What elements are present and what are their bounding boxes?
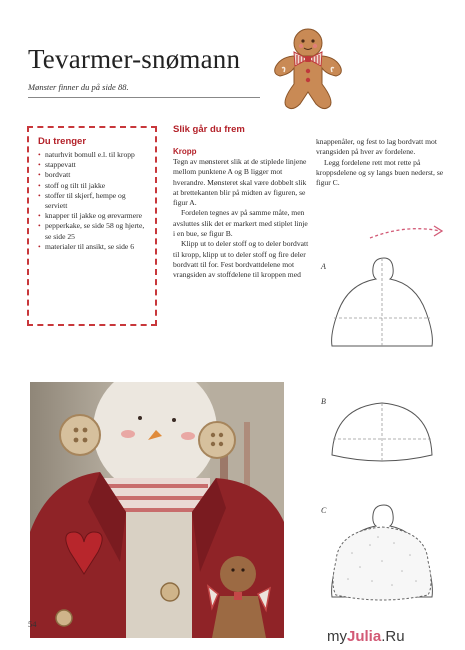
page-number: 54 <box>28 619 37 629</box>
pattern-figure-b <box>322 393 442 475</box>
figure-c-label: C <box>321 506 327 515</box>
list-item: • stappevatt <box>38 160 147 170</box>
pattern-figure-a <box>322 252 442 360</box>
instructions-column-2 <box>316 137 448 188</box>
pattern-reference: Mønster finner du på side 88. <box>28 82 129 92</box>
paragraph: Tegn av mønsteret slik at de stiplede linjene mellom punktene A og B ligger mot hverandre. Mønsteret skal være dobbelt slik at brettekanten blir på midten av figuren, se figur A. <box>173 157 307 208</box>
list-item: • bordvatt <box>38 170 147 180</box>
site-watermark <box>327 628 405 645</box>
list-item: • materialer til ansikt, se side 6 <box>38 242 147 252</box>
list-item: • naturhvit bomull e.l. til kropp <box>38 150 147 160</box>
figure-b-label: B <box>321 397 326 406</box>
paragraph: knappenåler, og fest to lag bordvatt mot vrangsiden på hver av fordelene. <box>316 137 437 157</box>
figure-a-label: A <box>321 262 326 271</box>
watermark-suffix: .Ru <box>381 628 405 645</box>
materials-heading: Du trenger <box>38 136 87 147</box>
paragraph: Legg fordelene rett mot rette på kroppsdelene og sy langs buen nederst, se figur C. <box>316 157 444 188</box>
list-item: • stoff og tilt til jakke <box>38 181 147 191</box>
title-divider <box>28 97 260 98</box>
instructions-heading: Slik går du frem <box>173 124 245 135</box>
materials-list <box>38 150 147 252</box>
page-title: Tevarmer-snømann <box>28 44 241 74</box>
list-item: • knapper til jakke og ørevarmere <box>38 211 147 221</box>
pattern-figure-c <box>322 501 442 611</box>
snowman-photo <box>30 382 284 638</box>
section-subheading: Kropp <box>173 147 197 156</box>
list-item: • pepperkake, se side 58 og hjerte, se side 25 <box>38 221 147 241</box>
watermark-accent: Julia <box>347 628 382 645</box>
watermark-prefix: my <box>327 628 347 645</box>
gingerbread-illustration <box>268 26 348 114</box>
dashed-arrow-icon <box>368 222 448 244</box>
instructions-column-1 <box>173 124 311 281</box>
materials-box <box>27 126 157 326</box>
paragraph: Fordelen tegnes av på samme måte, men avsluttes slik det er markert med stiplet linje i en bue, se figur B. <box>173 208 308 239</box>
paragraph: Klipp ut to deler stoff og to deler bordvatt til kropp, klipp ut to deler stoff og fire deler bordvatt til for. Fest bordvattdelene mot vrangsiden av stoffdelene til kroppen med <box>173 239 309 280</box>
list-item: • stoffer til skjerf, hempe og serviett <box>38 191 147 211</box>
